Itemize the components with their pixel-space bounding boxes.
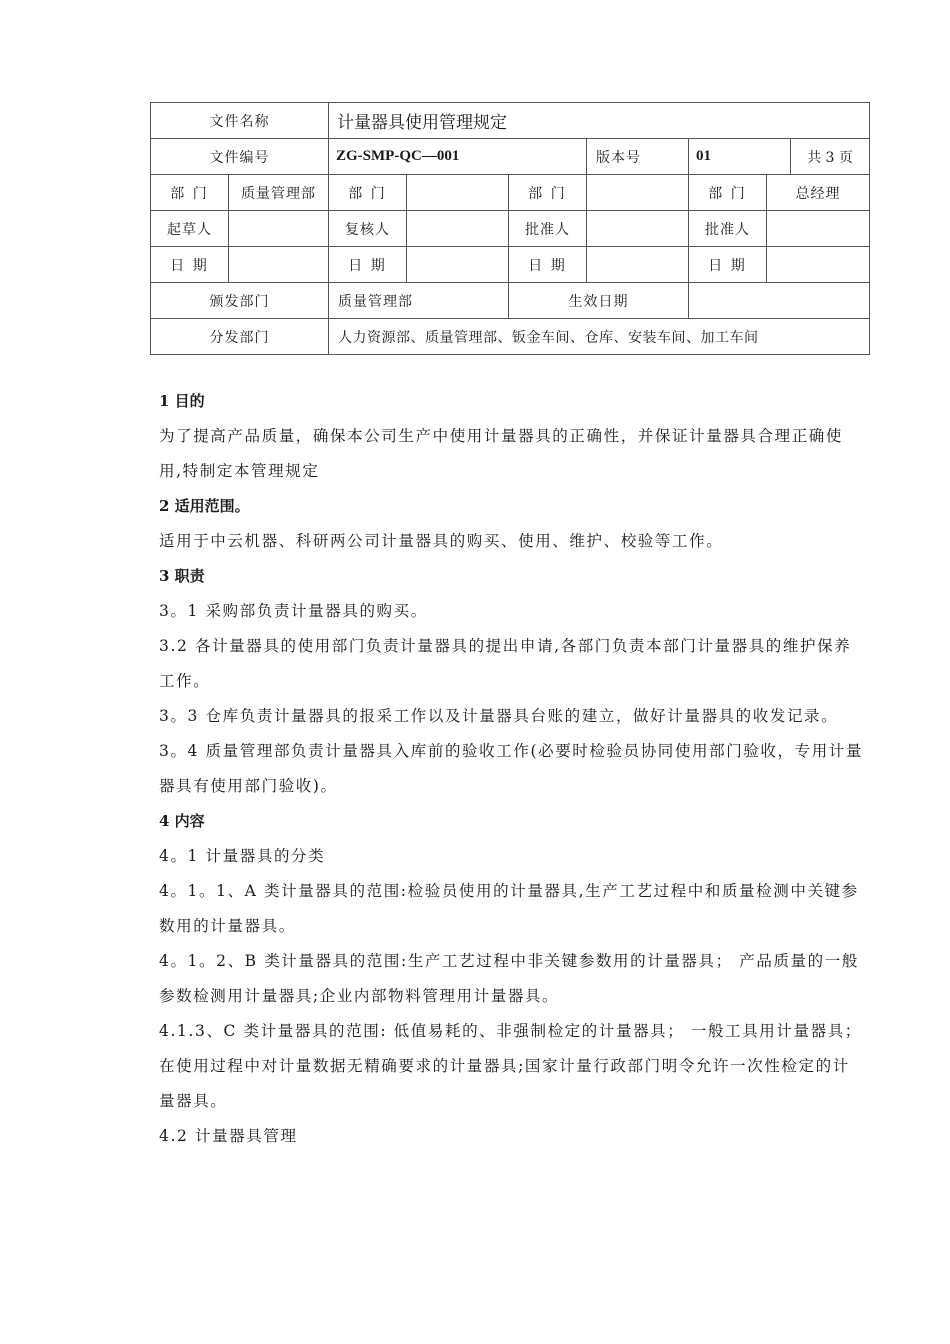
responsibility-item: 3。1 采购部负责计量器具的购买。 — [159, 602, 428, 620]
content-item: 4.1.3、C 类计量器具的范围: 低值易耗的、非强制检定的计量器具； 一般工具用计量器具； 在使用过程中对计量数据无精确要求的计量器具;国家计量行政部门明令允许一次性检定的计量器具。 — [159, 1022, 862, 1110]
responsibility-item: 3。4 质量管理部负责计量器具入库前的验收工作(必要时检验员协同使用部门验收，专用计量器具有使用部门验收)。 — [159, 742, 863, 795]
file-no-value: ZG-SMP-QC—001 — [329, 139, 587, 175]
reviewer-value — [407, 211, 509, 247]
responsibility-item: 3。3 仓库负责计量器具的报采工作以及计量器具台账的建立，做好计量器具的收发记录。 — [159, 707, 839, 725]
content-item: 4。1。2、B 类计量器具的范围:生产工艺过程中非关键参数用的计量器具； 产品质量的一般参数检测用计量器具;企业内部物料管理用计量器具。 — [159, 952, 859, 1005]
document-header-table — [150, 102, 870, 355]
version-label: 版本号 — [587, 139, 689, 175]
header-row-file-no — [151, 139, 870, 175]
date-label-3: 日 期 — [509, 247, 587, 283]
issuing-dept-value: 质量管理部 — [329, 283, 509, 319]
file-no-label: 文件编号 — [151, 139, 329, 175]
responsibility-item: 3.2 各计量器具的使用部门负责计量器具的提出申请,各部门负责本部门计量器具的维护保养工作。 — [159, 637, 852, 690]
header-row-issuing — [151, 283, 870, 319]
version-value-and-pages — [689, 139, 870, 175]
version-value: 01 — [689, 139, 791, 174]
section-heading-purpose: 1 目的 — [159, 392, 205, 410]
header-row-signers — [151, 211, 870, 247]
file-name-value: 计量器具使用管理规定 — [329, 103, 870, 139]
purpose-paragraph: 为了提高产品质量，确保本公司生产中使用计量器具的正确性，并保证计量器具合理正确使用,特制定本管理规定 — [159, 427, 844, 480]
approver-label-1: 批准人 — [509, 211, 587, 247]
distribution-value: 人力资源部、质量管理部、钣金车间、仓库、安装车间、加工车间 — [329, 319, 870, 355]
dept-value-2 — [407, 175, 509, 211]
page-count: 共 3 页 — [807, 149, 853, 166]
approver-value-1 — [587, 211, 689, 247]
date-label-1: 日 期 — [151, 247, 229, 283]
effective-date-value — [689, 283, 870, 319]
date-label-2: 日 期 — [329, 247, 407, 283]
section-heading-scope: 2 适用范围。 — [159, 497, 250, 515]
dept-label-1: 部 门 — [151, 175, 229, 211]
drafter-value — [229, 211, 329, 247]
reviewer-label: 复核人 — [329, 211, 407, 247]
date-value-2 — [407, 247, 509, 283]
content-item: 4。1 计量器具的分类 — [159, 847, 326, 865]
content-item: 4.2 计量器具管理 — [159, 1127, 298, 1145]
date-label-4: 日 期 — [689, 247, 767, 283]
approver-value-2 — [767, 211, 870, 247]
effective-date-label: 生效日期 — [509, 283, 689, 319]
section-heading-content: 4 内容 — [159, 812, 205, 830]
drafter-label: 起草人 — [151, 211, 229, 247]
section-heading-responsibilities: 3 职责 — [159, 567, 205, 585]
dept-label-4: 部 门 — [689, 175, 767, 211]
date-value-3 — [587, 247, 689, 283]
content-item: 4。1。1、A 类计量器具的范围:检验员使用的计量器具,生产工艺过程中和质量检测中关键参数用的计量器具。 — [159, 882, 859, 935]
scope-paragraph: 适用于中云机器、科研两公司计量器具的购买、使用、维护、校验等工作。 — [159, 532, 724, 550]
dept-value-1: 质量管理部 — [229, 175, 329, 211]
file-name-label: 文件名称 — [151, 103, 329, 139]
distribution-label: 分发部门 — [151, 319, 329, 355]
header-row-distribution — [151, 319, 870, 355]
date-value-1 — [229, 247, 329, 283]
dept-value-3 — [587, 175, 689, 211]
issuing-dept-label: 颁发部门 — [151, 283, 329, 319]
dept-label-2: 部 门 — [329, 175, 407, 211]
approver-label-2: 批准人 — [689, 211, 767, 247]
header-row-dates — [151, 247, 870, 283]
header-row-file-name — [151, 103, 870, 139]
date-value-4 — [767, 247, 870, 283]
header-row-departments — [151, 175, 870, 211]
dept-label-3: 部 门 — [509, 175, 587, 211]
document-body — [159, 384, 864, 1154]
dept-value-4: 总经理 — [767, 175, 870, 211]
